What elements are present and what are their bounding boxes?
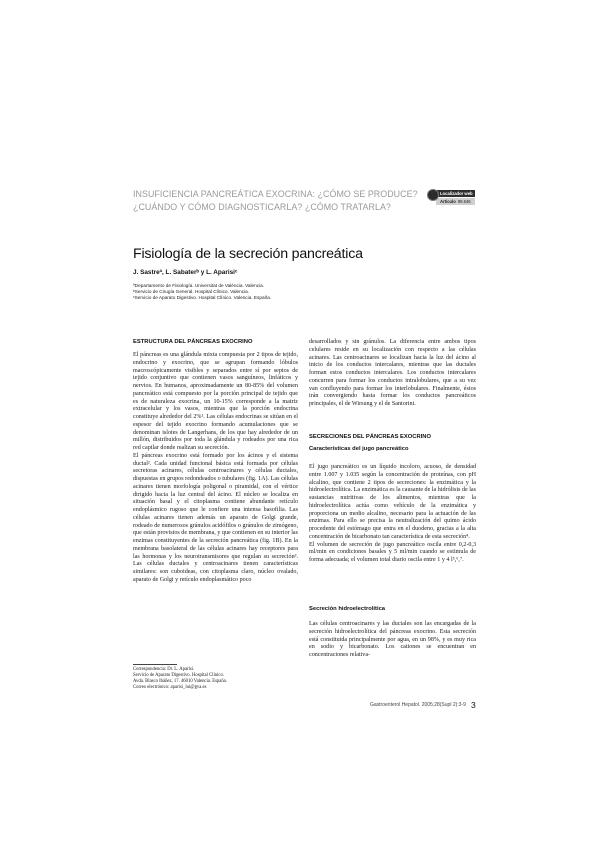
correspondence-line: Correspondencia: Dr. L. Aparisi. <box>133 667 195 672</box>
paragraph: El jugo pancreático es un líquido incoloro, acuoso, de densidad entre 1.007 y 1.035 según la concentración de proteínas, con pH alcalino, que contiene 2 tipos de secreciones: la enzimática y la hidroelectrolítica. La enzimática es la causante de la hidrólisis de las sustancias nutritivas de los alimentos, mientras que la hidroelectrolítica actúa como vehículo de la enzimática y proporciona un medio alcalino, necesario para la actuación de las enzimas. Para ello se precisa la neutralización del quimo ácido procedente del estómago que entra en el duodeno, gracias a la alta concentración de bicarbonato tan característica de esta secreción⁴. <box>309 464 477 540</box>
article-title: Fisiología de la secreción pancreática <box>133 246 363 262</box>
affiliation-a: ªDepartamento de Fisiología. Universitat de València. Valencia. <box>133 283 265 288</box>
paragraph: Las células centroacinares y las ductales son las encargadas de la secreción hidroelectrolítica del páncreas exocrino. Esta secreción está constituida principalmente por agua, en un 98%, y es muy rica en sodio y bicarbonato. Los cationes se encuentran en concentraciones relativa- <box>309 621 476 658</box>
footnote-divider <box>133 664 177 665</box>
left-column <box>133 352 298 585</box>
correspondence-line: Correo electrónico: aparisi_lui@gva.es <box>133 685 207 691</box>
subheading-hydroelectrolytic: Secreción hidroelectrolítica <box>309 606 386 612</box>
subheading-juice: Características del jugo pancreático <box>309 446 409 452</box>
series-title-line-2: ¿CUÁNDO Y CÓMO DIAGNOSTICARLA? ¿CÓMO TRATARLA? <box>133 202 391 212</box>
series-title-line-1: INSUFICIENCIA PANCREÁTICA EXOCRINA: ¿CÓMO SE PRODUCE? <box>133 189 418 199</box>
paragraph: El páncreas exocrino está formado por los ácinos y el sistema ductal². Cada unidad funcional básica está formada por células secretoras acinares, células centroacinares y células ductales, dispuestas en grupos redondeados o tubulares (fig. 1A). Las células acinares tienen morfología poligonal o piramidal, con el vértice dirigido hacia la luz central del ácino. El núcleo se localiza en situación basal y el citoplasma contiene abundante retículo endoplásmico rugoso que le confiere una intensa basofilia. Las células acinares tienen además un aparato de Golgi grande, rodeado de numerosos gránulos acidófilos o gránulos de zimógeno, que están provistos de membrana, y que contienen en su interior las enzimas constituyentes de la secreción pancreática (fig. 1B). En la membrana basolateral de las células acinares hay receptores para las hormonas y los neurotransmisores que regulan su secreción³. Las células ductales y centroacinares tienen características similares: son cuboideas, con citoplasma claro, núcleo ovalado, aparato de Golgi y retículo endoplasmático poco <box>133 452 298 583</box>
affiliation-c: ᶜServicio de Aparato Digestivo. Hospital Clínico. Valencia. España. <box>133 295 272 300</box>
right-column-body <box>309 464 476 565</box>
page-footer <box>370 700 476 710</box>
paragraph: El volumen de secreción de jugo pancreático oscila entre 0,2-0,3 ml/min en condiciones basales y 5 ml/min cuando se estimula de forma adecuada; el volumen total diario oscila entre 1 y 4 l⁵,⁶,⁷. <box>309 541 476 563</box>
paragraph: desarrollados y sin gránulos. La diferencia entre ambos tipos celulares reside en su localización con respecto a las células acinares. Las centroacinares se localizan hacia la luz del ácino al inicio de los conductos intercalares, mientras que las ductales forman estos conductos intercalares. Los conductos intercalares concurren para formar los conductos intralobulares, que a su vez van confluyendo para formar los interlobulares. Finalmente, éstos irán convergiendo hasta formar los conductos pancreáticos principales, el de Wirsung y el de Santorini. <box>309 339 476 407</box>
journal-citation: Gastroenterol Hepatol. 2005;28(Supl 2):3-9 <box>370 702 466 708</box>
journal-logo-icon <box>427 189 439 201</box>
affiliation-b: ᵇServicio de Cirugía General. Hospital Clínico. Valencia. <box>133 289 250 294</box>
web-locator-badge <box>427 188 475 210</box>
web-locator-prefix: Artículo <box>440 199 456 204</box>
series-title <box>133 188 433 214</box>
affiliations <box>133 283 271 301</box>
web-locator-code <box>436 198 475 205</box>
section-heading-structure: ESTRUCTURA DEL PÁNCREAS EXOCRINO <box>133 339 253 345</box>
paragraph: El páncreas es una glándula mixta compuesta por 2 tipos de tejido, endocrino y exocrino, que se agrupan formando lóbulos macroscópicamente visibles y separados entre sí por septos de tejido conjuntivo que contienen vasos sanguíneos, linfáticos y nervios. En humanos, aproximadamente un 80-85% del volumen pancreático está compuesto por la porción principal de tejido que es de naturaleza exocrina, un 10-15% corresponde a la matriz extracelular y los vasos, mientras que la porción endocrina constituye alrededor del 2%¹. Las células endocrinas se sitúan en el espesor del tejido exocrino formando acumulaciones que se denominan islotes de Langerhans, de los que hay alrededor de un millón, distribuidos por toda la glándula y rodeados por una rica red capilar donde realizan su secreción. <box>133 352 298 451</box>
correspondence <box>133 667 227 691</box>
right-column-intro <box>309 339 476 409</box>
correspondence-line: Servicio de Aparato Digestivo. Hospital Clínico. <box>133 673 225 679</box>
article-authors: J. Sastreª, L. Sabaterᵇ y L. Aparisiᶜ <box>133 269 238 276</box>
section-heading-secretions: SECRECIONES DEL PÁNCREAS EXOCRINO <box>309 434 431 440</box>
web-locator-label: Localizador web <box>436 190 475 197</box>
correspondence-line: Avda. Blasco Ibáñez, 17. 46010 Valencia. España. <box>133 679 227 685</box>
page-number: 3 <box>471 700 476 710</box>
web-locator-number: 99.646 <box>457 199 471 204</box>
right-column-end <box>309 621 476 660</box>
